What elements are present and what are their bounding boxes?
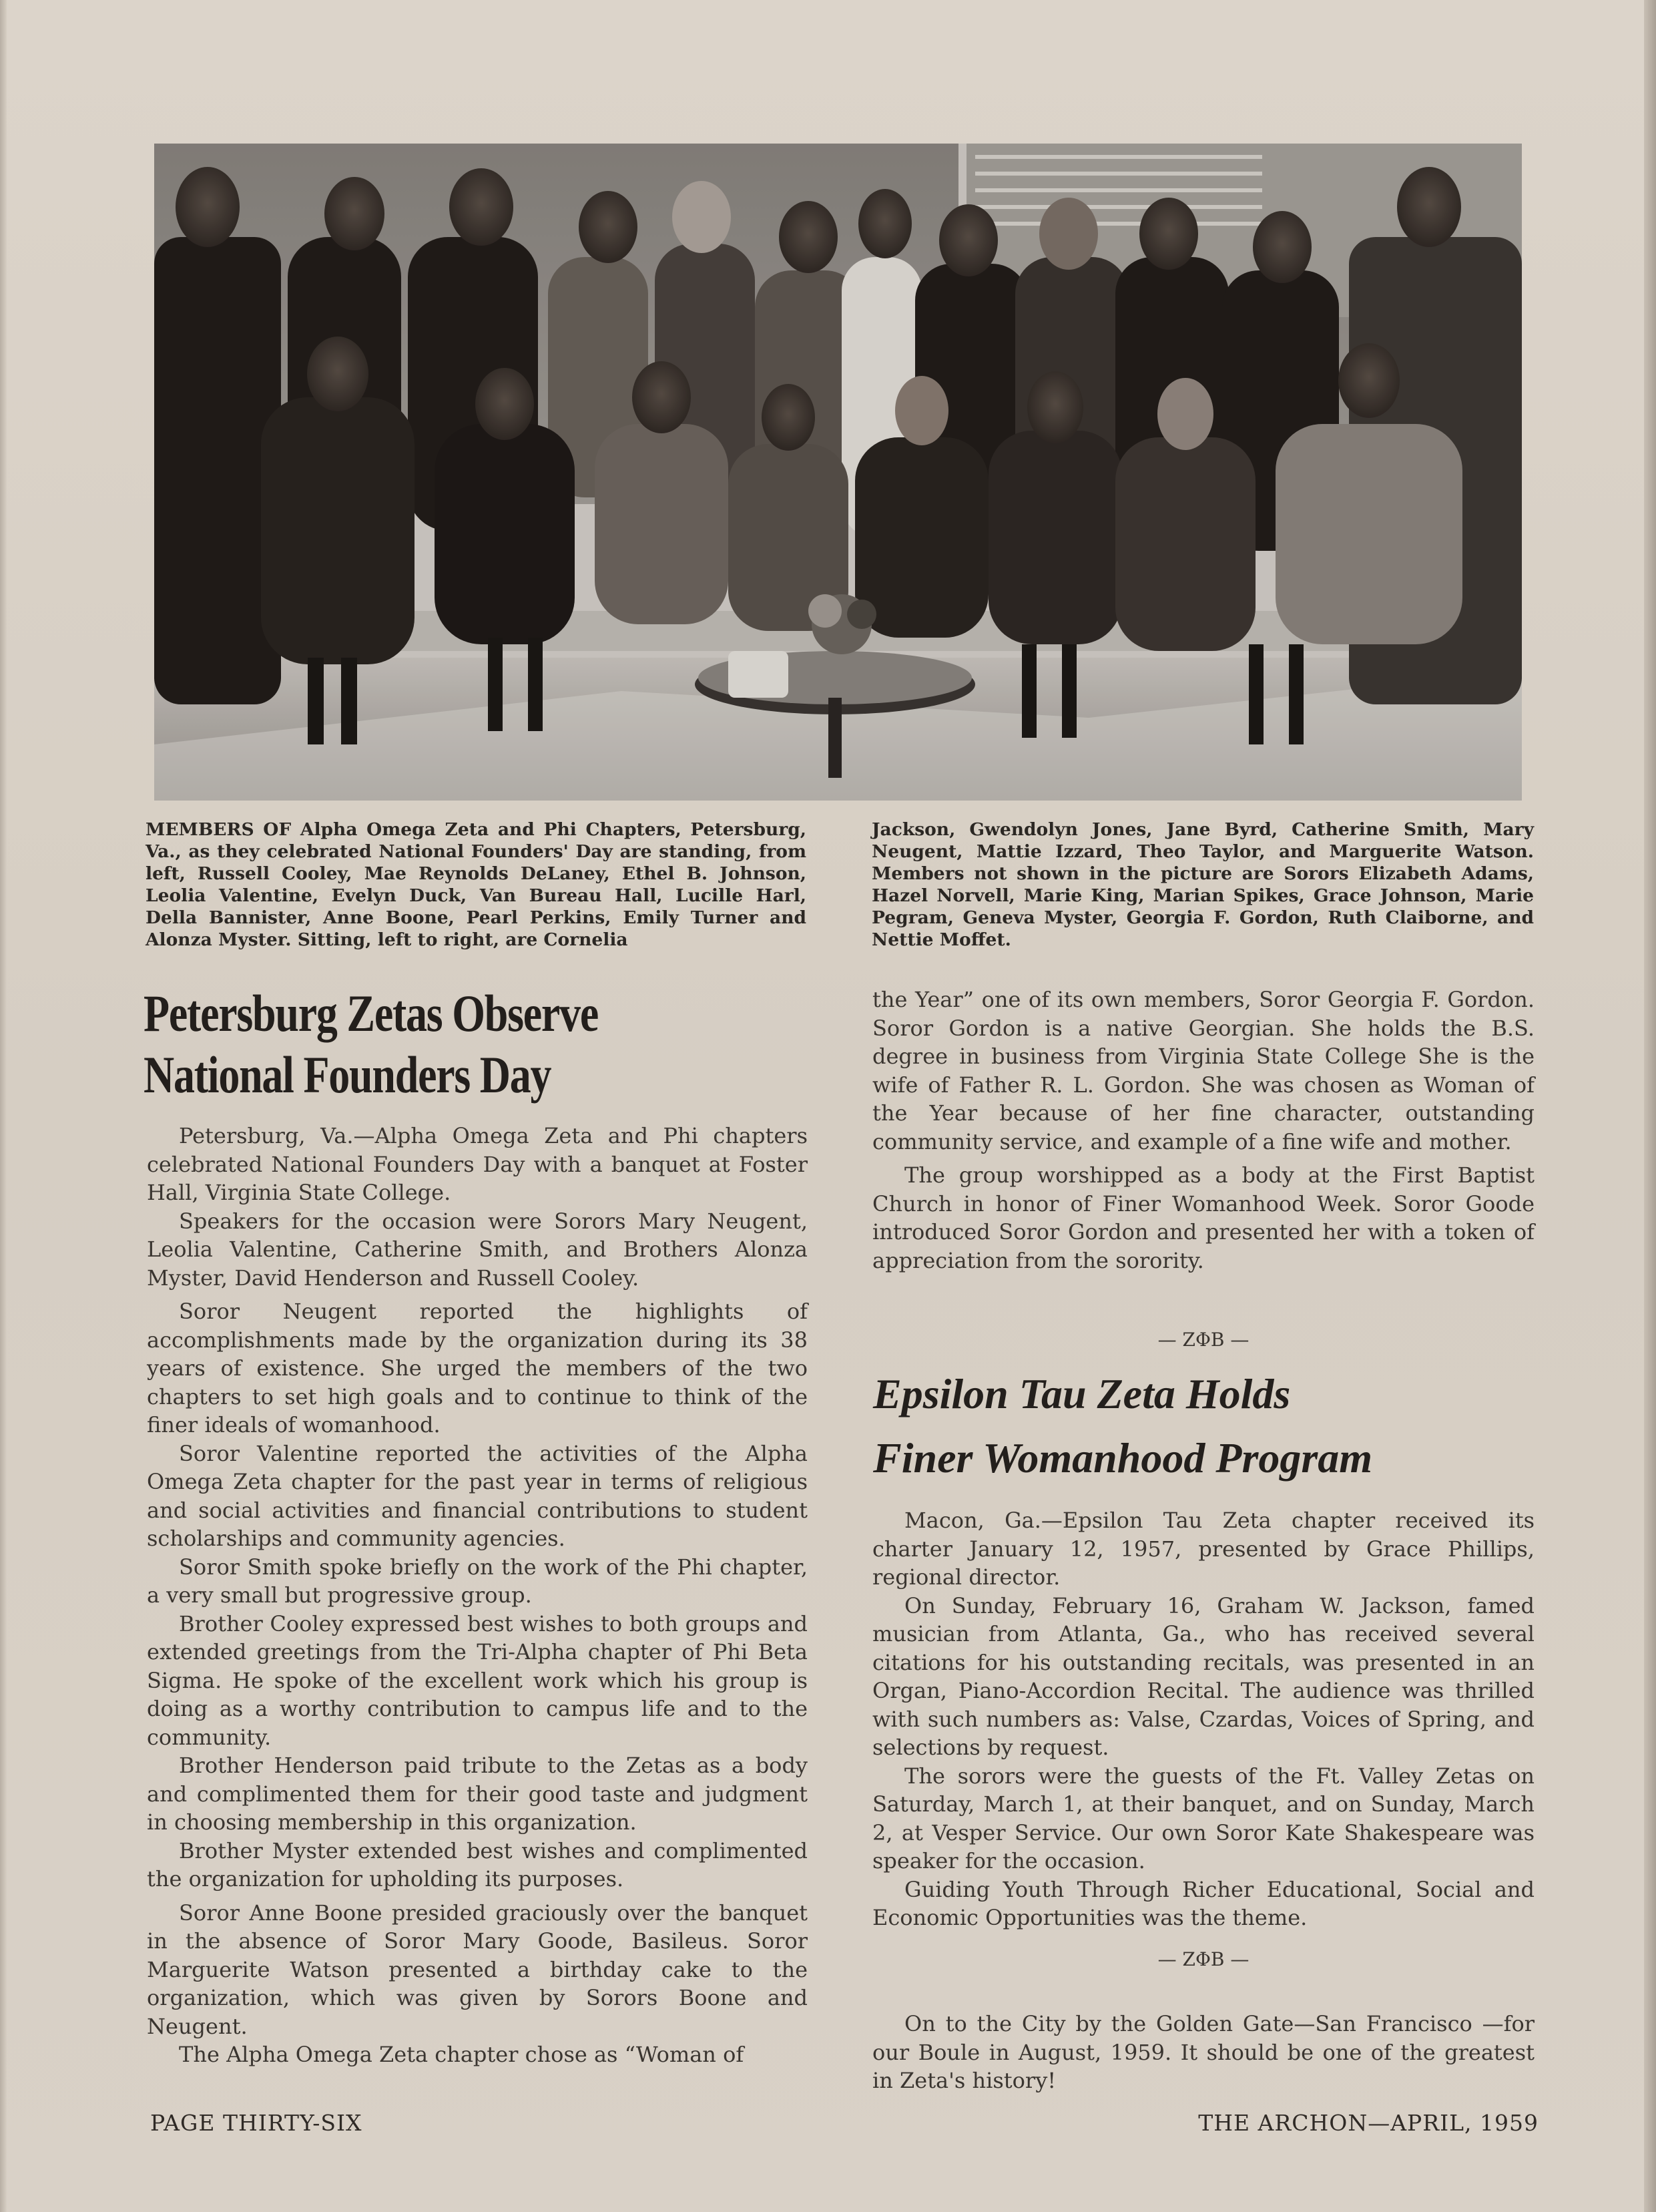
page-left-edge	[0, 0, 7, 2212]
article1-paragraph: Soror Neugent reported the highlights of accomplishments made by the organization during its 38 years of existence. She urged the members of the two chapters to set high goals and to continue to think of the finer ideals of womanhood.	[147, 1299, 808, 1437]
article1-continued-paragraph: the Year” one of its own members, Soror Georgia F. Gordon. Soror Gordon is a native Georgian. She holds the B.S. degree in business from Virginia State College She is the wife of Father R. L. Gordon. She was chosen as Woman of the Year because of her fine character, outstanding community service, and example of a fine wife and mother.	[872, 987, 1535, 1154]
article2-paragraph: The sorors were the guests of the Ft. Valley Zetas on Saturday, March 1, at their banquet, and on Sunday, March 2, at Vesper Service. Our own Soror Kate Shakespeare was speaker for the occasion.	[872, 1763, 1535, 1873]
article2-paragraph: Guiding Youth Through Richer Educational, Social and Economic Opportunities was the theme.	[872, 1876, 1535, 1930]
photo-caption-left: MEMBERS OF Alpha Omega Zeta and Phi Chapters, Petersburg, Va., as they celebrated National Founders' Day are standing, from left, Russell Cooley, Mae Reynolds DeLaney, Ethel B. Johnson, Leolia Valentine, Evelyn Duck, Van Bureau Hall, Lucille Harl, Della Bannister, Anne Boone, Pearl Perkins, Emily Turner and Alonza Myster. Sitting, left to right, are Cornelia	[146, 819, 806, 950]
closing-note: On to the City by the Golden Gate—San Francisco —for our Boule in August, 1959. It should be one of the greatest in Zeta's history!	[872, 2011, 1535, 2093]
photo-caption-right: Jackson, Gwendolyn Jones, Jane Byrd, Catherine Smith, Mary Neugent, Mattie Izzard, Theo Taylor, and Marguerite Watson. Members not shown in the picture are Sorors Elizabeth Adams, Hazel Norvell, Marie King, Marian Spikes, Grace Johnson, Marie Pegram, Geneva Myster, Georgia F. Gordon, Ruth Claiborne, and Nettie Moffet.	[872, 819, 1534, 950]
article2-headline-line1: Epsilon Tau Zeta Holds	[873, 1370, 1291, 1417]
article1-paragraph: Soror Valentine reported the activities of the Alpha Omega Zeta chapter for the past year in terms of religious and social activities and financial contributions to student scholarships and community agencies.	[147, 1440, 808, 1551]
article2-paragraph: Macon, Ga.—Epsilon Tau Zeta chapter received its charter January 12, 1957, presented by Grace Phillips, regional director.	[872, 1508, 1535, 1590]
article1-headline-line1: Petersburg Zetas Observe	[144, 984, 598, 1042]
article1-headline	[144, 983, 691, 1106]
article1-paragraph: Brother Henderson paid tribute to the Zetas as a body and complimented them for their good taste and judgment in choosing membership in this organization.	[147, 1753, 808, 1835]
article1-body-left	[147, 1122, 808, 2069]
article1-paragraph: The Alpha Omega Zeta chapter chose as “Woman of	[179, 2042, 744, 2067]
section-divider: — ZΦB —	[1157, 1329, 1250, 1351]
article1-paragraph: Petersburg, Va.—Alpha Omega Zeta and Phi chapters celebrated National Founders Day with a banquet at Foster Hall, Virginia State College.	[147, 1123, 808, 1205]
article1-body-right	[872, 985, 1535, 1275]
section-divider: — ZΦB —	[1157, 1948, 1250, 1970]
article1-paragraph: Soror Anne Boone presided graciously over the banquet in the absence of Soror Mary Goode, Basileus. Soror Marguerite Watson presented a birthday cake to the organization, which was given by Sorors Boone and Neugent.	[147, 1900, 808, 2039]
group-photograph-icon	[154, 144, 1522, 801]
article1-paragraph: Soror Smith spoke briefly on the work of the Phi chapter, a very small but progressive group.	[147, 1554, 808, 1608]
article2-headline-line2: Finer Womanhood Program	[873, 1434, 1373, 1482]
article1-paragraph: Speakers for the occasion were Sorors Mary Neugent, Leolia Valentine, Catherine Smith, and Brothers Alonza Myster, David Henderson and Russell Cooley.	[147, 1208, 808, 1291]
article1-paragraph: Brother Myster extended best wishes and complimented the organization for upholding its purposes.	[147, 1837, 808, 1892]
page-number: PAGE THIRTY-SIX	[150, 2110, 362, 2136]
group-photograph	[154, 144, 1522, 801]
publication-issue: THE ARCHON—APRIL, 1959	[1198, 2110, 1539, 2136]
article1-continued-paragraph: The group worshipped as a body at the First Baptist Church in honor of Finer Womanhood Week. Soror Goode introduced Soror Gordon and presented her with a token of appreciation from the sorority.	[872, 1162, 1535, 1273]
article1-headline-line2: National Founders Day	[144, 1046, 551, 1104]
article2-headline	[873, 1362, 1541, 1490]
article2-paragraph: On Sunday, February 16, Graham W. Jackson, famed musician from Atlanta, Ga., who has received several citations for his outstanding recitals, was presented in an Organ, Piano-Accordion Recital. The audience was thrilled with such numbers as: Valse, Czardas, Voices of Spring, and selections by request.	[872, 1592, 1535, 1760]
article1-paragraph: Brother Cooley expressed best wishes to both groups and extended greetings from the Tri-Alpha chapter of Phi Beta Sigma. He spoke of the excellent work which his group is doing as a worthy contribution to campus life and to the community.	[147, 1610, 808, 1750]
article2-body	[872, 1506, 1535, 1932]
page-right-edge	[1644, 0, 1656, 2212]
